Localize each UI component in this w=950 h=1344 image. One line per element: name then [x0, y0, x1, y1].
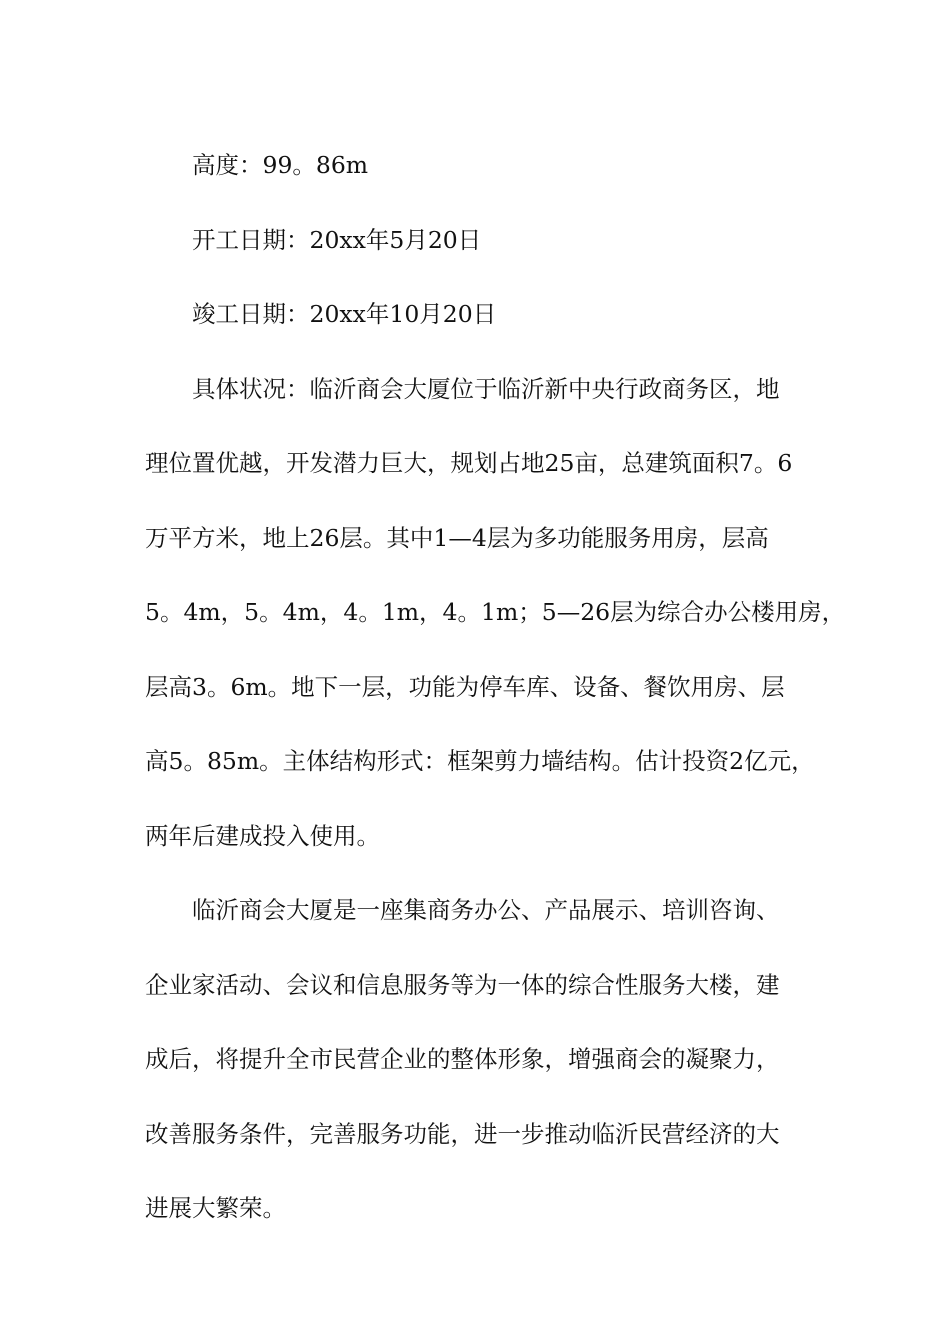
completion-date-line: 竣工日期：20xx年10月20日 — [192, 300, 497, 328]
paragraph-summary-line: 企业家活动、会议和信息服务等为一体的综合性服务大楼，建 — [145, 970, 780, 999]
paragraph-details-line: 两年后建成投入使用。 — [145, 821, 380, 850]
paragraph-details-line: 万平方米，地上26层。其中1—4层为多功能服务用房，层高 — [145, 523, 769, 552]
start-date-line: 开工日期：20xx年5月20日 — [192, 225, 482, 254]
paragraph-details-line: 5。4m，5。4m，4。1m，4。1m；5—26层为综合办公楼用房， — [145, 598, 846, 626]
paragraph-summary-line: 改善服务条件，完善服务功能，进一步推动临沂民营经济的大 — [145, 1119, 780, 1148]
paragraph-details-line: 高5。85m。主体结构形式：框架剪力墙结构。估计投资2亿元， — [145, 747, 815, 775]
paragraph-summary-line: 进展大繁荣。 — [145, 1194, 286, 1222]
paragraph-summary-line: 成后，将提升全市民营企业的整体形象，增强商会的凝聚力， — [145, 1045, 780, 1073]
height-line: 高度：99。86m — [192, 151, 369, 179]
paragraph-details-line: 层高3。6m。地下一层，功能为停车库、设备、餐饮用房、层 — [145, 672, 785, 701]
paragraph-details-line: 具体状况：临沂商会大厦位于临沂新中央行政商务区，地 — [192, 374, 780, 403]
document-body — [145, 128, 846, 1246]
paragraph-details-line: 理位置优越，开发潜力巨大，规划占地25亩，总建筑面积7。6 — [145, 449, 793, 477]
paragraph-summary-line: 临沂商会大厦是一座集商务办公、产品展示、培训咨询、 — [192, 896, 780, 924]
